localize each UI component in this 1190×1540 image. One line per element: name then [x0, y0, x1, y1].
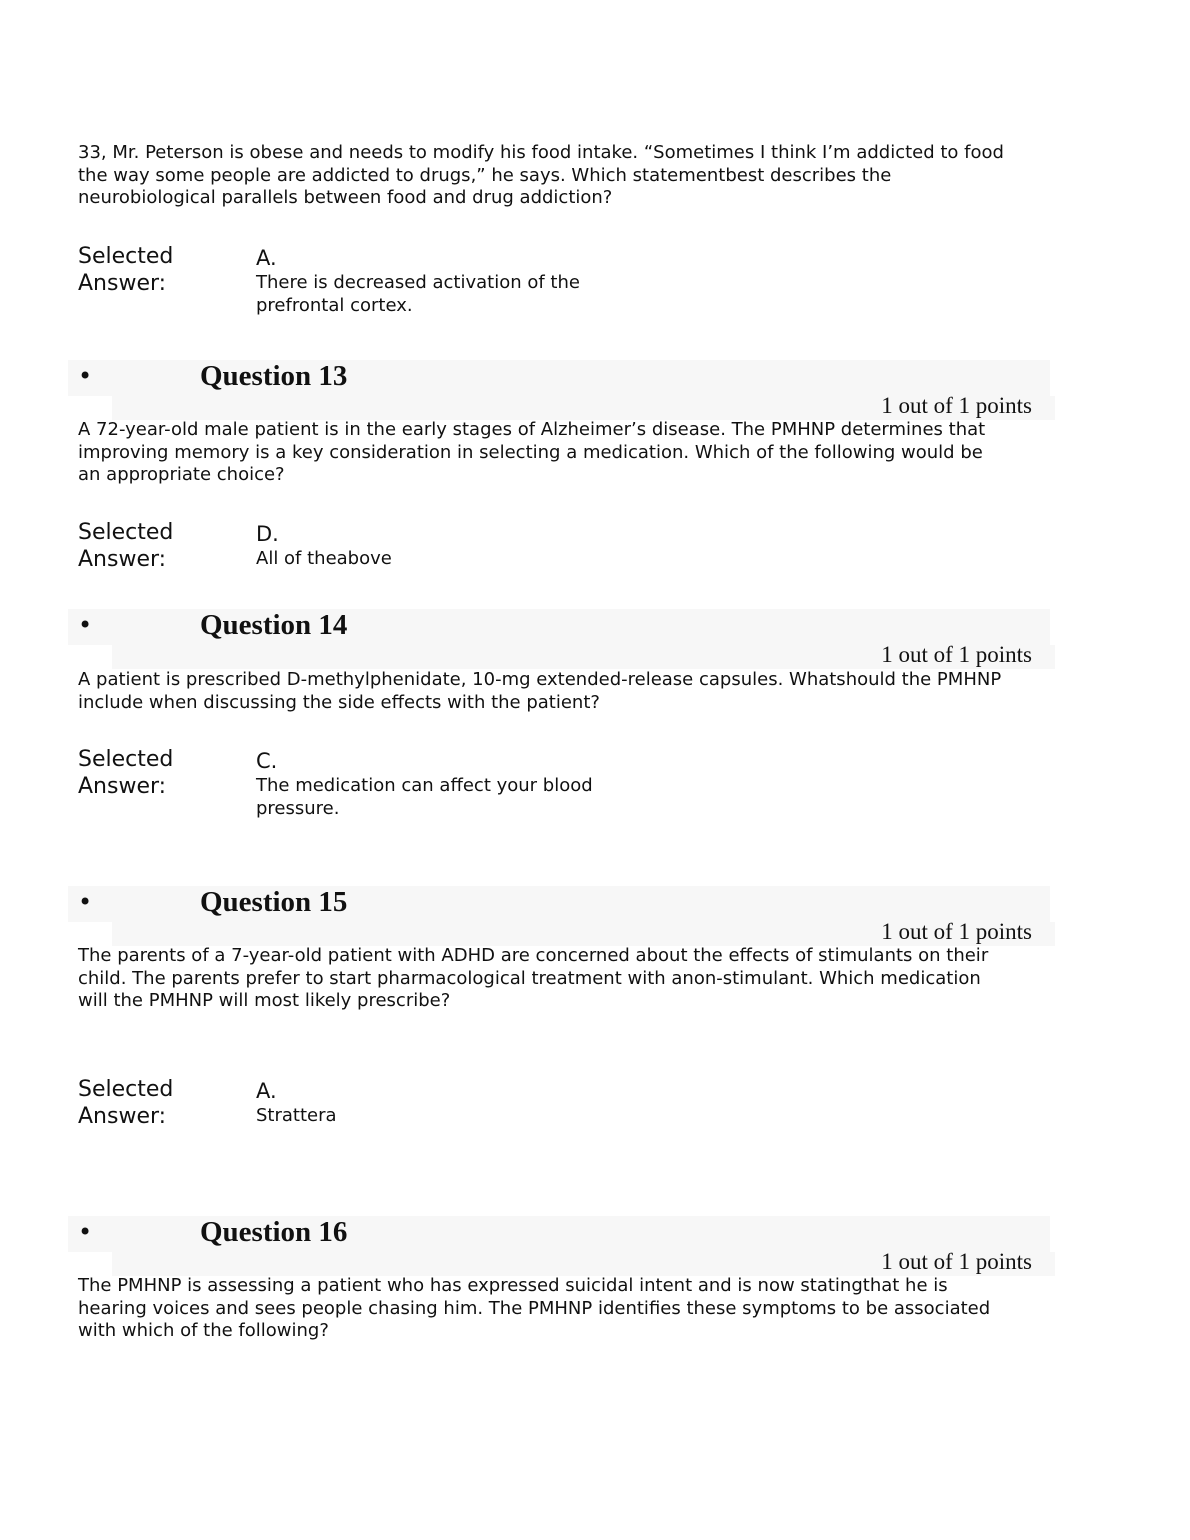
bullet-icon: •: [78, 611, 93, 639]
answer-text: The medication can affect your blood pressure.: [256, 775, 593, 819]
question-text: 33, Mr. Peterson is obese and needs to modify his food intake. “Sometimes I think I’m addicted to food the way some people are addicted to drugs,” he says. Which statementbest describes the neurobiological parallels between food and drug addiction?: [78, 142, 1004, 208]
bullet-icon: •: [78, 888, 93, 916]
selected-answer-label: Selected Answer:: [78, 520, 174, 572]
answer-text: All of theabove: [256, 548, 392, 569]
question-points: 1 out of 1 points: [881, 393, 1032, 418]
selected-answer-label: Selected Answer:: [78, 244, 174, 296]
answer-letter: A.: [256, 246, 277, 270]
question-text: The PMHNP is assessing a patient who has expressed suicidal intent and is now statingthat he is hearing voices and sees people chasing him. The PMHNP identifies these symptoms to be associated with which of the following?: [78, 1275, 991, 1341]
question-points: 1 out of 1 points: [881, 642, 1032, 667]
question-points: 1 out of 1 points: [881, 919, 1032, 944]
selected-answer: [256, 748, 656, 820]
bullet-icon: •: [78, 362, 93, 390]
question-title: Question 13: [200, 360, 348, 392]
selected-answer: [256, 245, 656, 317]
question-text: A patient is prescribed D-methylphenidate, 10-mg extended-release capsules. Whatshould the PMHNP include when discussing the side effects with the patient?: [78, 669, 1002, 713]
answer-text: There is decreased activation of the prefrontal cortex.: [256, 272, 580, 316]
selected-answer: [256, 1078, 656, 1127]
answer-letter: A.: [256, 1079, 277, 1103]
answer-letter: C.: [256, 749, 278, 773]
question-points: 1 out of 1 points: [881, 1249, 1032, 1274]
selected-answer-label: Selected Answer:: [78, 1077, 174, 1129]
bullet-icon: •: [78, 1218, 93, 1246]
selected-answer-label: Selected Answer:: [78, 747, 174, 799]
question-text: A 72-year-old male patient is in the early stages of Alzheimer’s disease. The PMHNP determines that improving memory is a key consideration in selecting a medication. Which of the following would be an appropriate choice?: [78, 419, 986, 485]
answer-text: Strattera: [256, 1105, 337, 1126]
answer-letter: D.: [256, 522, 279, 546]
question-title: Question 15: [200, 886, 348, 918]
question-title: Question 16: [200, 1216, 348, 1248]
question-title: Question 14: [200, 609, 348, 641]
question-text: The parents of a 7-year-old patient with ADHD are concerned about the effects of stimulants on their child. The parents prefer to start pharmacological treatment with anon-stimulant. Which medication will the PMHNP will most likely prescribe?: [78, 945, 989, 1011]
selected-answer: [256, 521, 656, 570]
